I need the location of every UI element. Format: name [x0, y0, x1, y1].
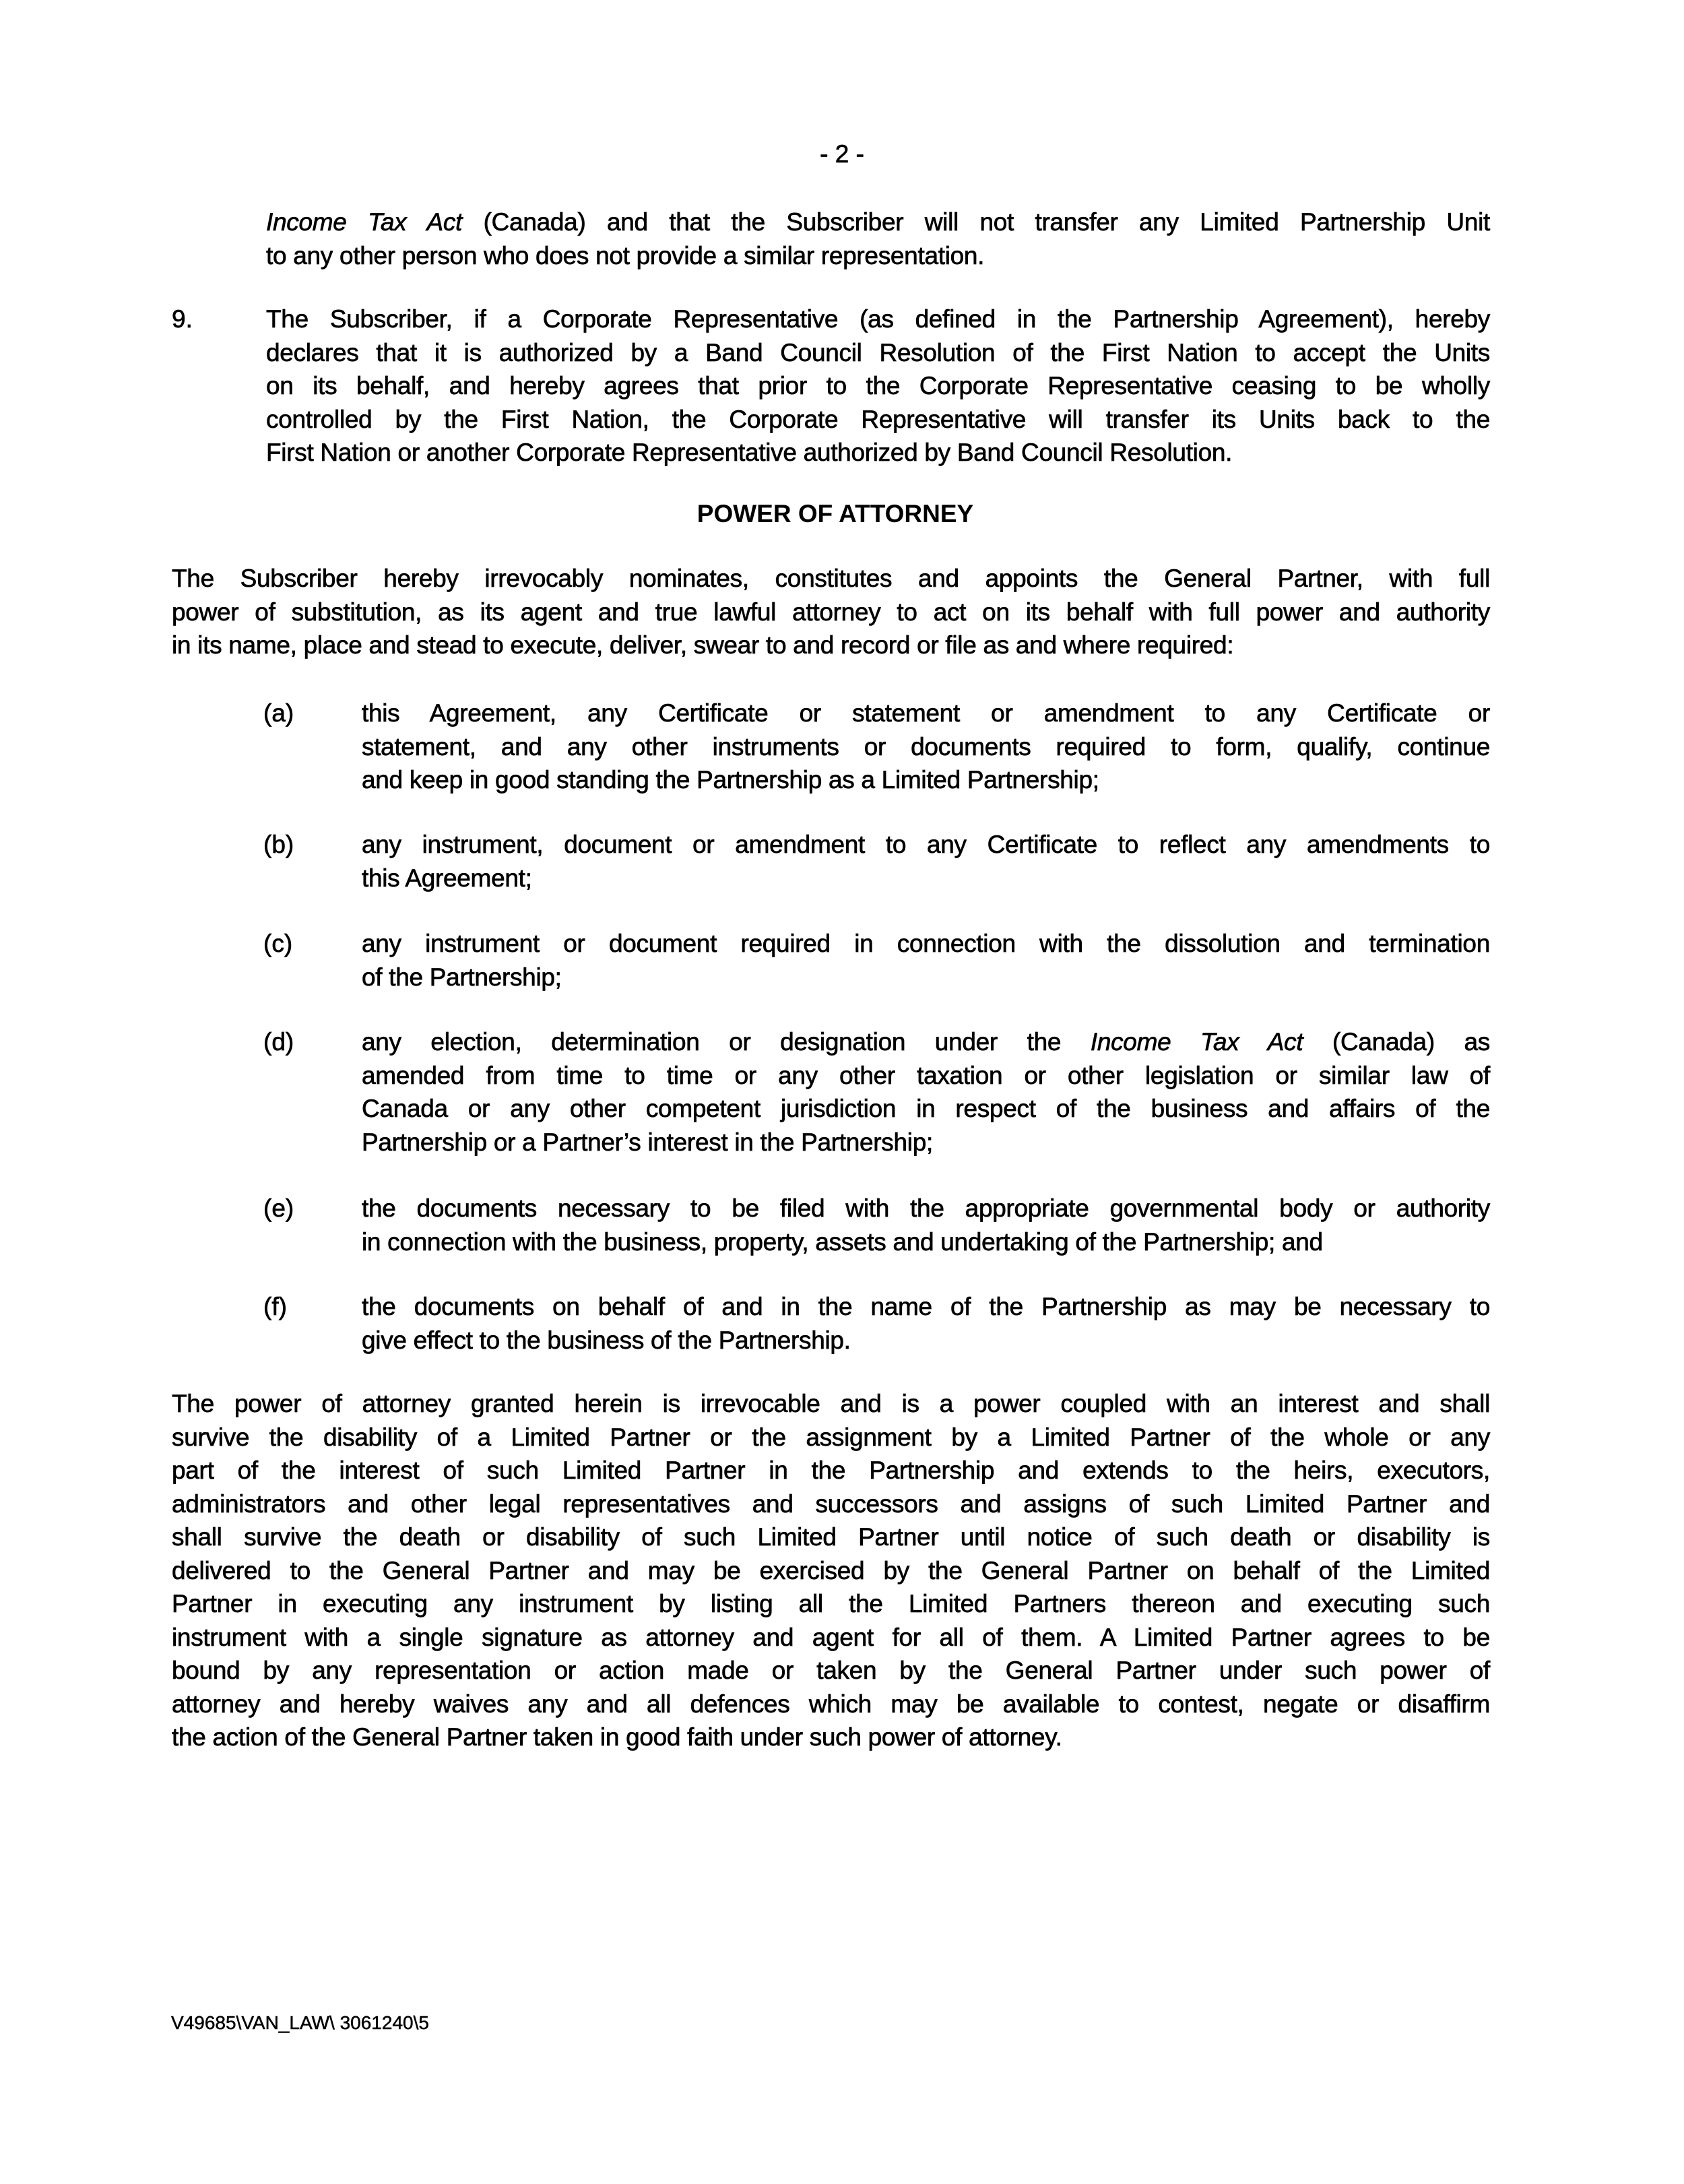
text-segment: the documents on behalf of and in the name of the Partnership as may be necessary to [362, 1293, 1490, 1320]
paragraph-9 [266, 302, 1490, 470]
text-segment: in its name, place and stead to execute, deliver, swear to and record or file as and where required: [172, 631, 1234, 659]
text-line [266, 302, 1490, 336]
text-segment: administrators and other legal representatives and successors and assigns of such Limited Partner and [172, 1489, 1490, 1518]
section-heading: POWER OF ATTORNEY [697, 500, 974, 527]
text-line [172, 1688, 1490, 1721]
text-line [266, 336, 1490, 370]
text-line [172, 1487, 1490, 1521]
text-line [172, 1621, 1490, 1655]
text-segment: First Nation or another Corporate Representative authorized by Band Council Resolution. [266, 439, 1233, 466]
document-reference-footer: V49685\VAN_LAW\ 3061240\5 [171, 2012, 429, 2033]
item-c-label: (c) [263, 930, 293, 957]
text-line [172, 1454, 1490, 1487]
text-segment: (Canada) as [1303, 1028, 1490, 1056]
item-f-label: (f) [263, 1293, 287, 1320]
text-segment: shall survive the death or disability of such Limited Partner until notice of such death or disability is [172, 1523, 1490, 1551]
item-f [362, 1290, 1490, 1357]
text-segment: controlled by the First Nation, the Corporate Representative will transfer its Units back to the [266, 405, 1490, 433]
text-segment: and keep in good standing the Partnership as a Limited Partnership; [362, 766, 1099, 794]
item-e [362, 1192, 1490, 1258]
paragraph-9-number: 9. [172, 305, 193, 333]
text-line [172, 1721, 1490, 1754]
item-d-label: (d) [263, 1028, 294, 1056]
text-segment: this Agreement; [362, 864, 532, 892]
text-segment: The Subscriber, if a Corporate Representative (as defined in the Partnership Agreement), hereby [266, 305, 1490, 333]
text-segment: of the Partnership; [362, 963, 562, 991]
text-segment: part of the interest of such Limited Partner in the Partnership and extends to the heirs, executors, [172, 1456, 1490, 1484]
item-a [362, 697, 1490, 797]
text-line [266, 239, 1490, 273]
text-segment: attorney and hereby waives any and all defences which may be available to contest, negate or disaffirm [172, 1690, 1490, 1718]
text-line [172, 596, 1490, 629]
text-line [266, 403, 1490, 437]
text-line [362, 1059, 1490, 1093]
text-segment: give effect to the business of the Partnership. [362, 1326, 851, 1354]
text-segment: The Subscriber hereby irrevocably nominates, constitutes and appoints the General Partner, with full [172, 565, 1490, 592]
text-line [172, 1520, 1490, 1554]
italic-citation: Income Tax Act [1090, 1028, 1303, 1056]
text-line [266, 369, 1490, 403]
text-line [362, 763, 1490, 797]
paragraph-8-continuation [266, 205, 1490, 272]
item-d [362, 1025, 1490, 1159]
text-line [172, 562, 1490, 596]
text-line [266, 436, 1490, 470]
text-segment: The power of attorney granted herein is irrevocable and is a power coupled with an interest and shall [172, 1390, 1490, 1417]
text-segment: amended from time to time or any other taxation or other legislation or similar law of [362, 1061, 1490, 1089]
text-line [362, 1324, 1490, 1357]
page-number: - 2 - [820, 140, 864, 168]
text-segment: any instrument or document required in connection with the dissolution and termination [362, 930, 1490, 957]
text-segment: any election, determination or designation under the [362, 1028, 1091, 1056]
text-segment: Partnership or a Partner’s interest in the Partnership; [362, 1128, 933, 1156]
item-b-label: (b) [263, 831, 294, 858]
text-segment: in connection with the business, property, assets and undertaking of the Partnership; and [362, 1227, 1323, 1256]
text-line [362, 862, 1490, 895]
text-segment: delivered to the General Partner and may be exercised by the General Partner on behalf of the Limited [172, 1556, 1490, 1584]
text-line [362, 1192, 1490, 1225]
text-line [362, 927, 1490, 961]
text-segment: declares that it is authorized by a Band Council Resolution of the First Nation to accept the Units [266, 338, 1490, 366]
text-segment: instrument with a single signature as attorney and agent for all of them. A Limited Partner agrees to be [172, 1623, 1490, 1651]
closing-paragraph [172, 1387, 1490, 1754]
italic-citation: Income Tax Act [266, 208, 463, 236]
text-segment: Canada or any other competent jurisdiction in respect of the business and affairs of the [362, 1095, 1490, 1122]
text-segment: on its behalf, and hereby agrees that prior to the Corporate Representative ceasing to be wholly [266, 372, 1490, 399]
item-b [362, 828, 1490, 895]
text-line [172, 1654, 1490, 1688]
text-segment: the documents necessary to be filed with the appropriate governmental body or authority [362, 1194, 1490, 1222]
text-line [362, 697, 1490, 730]
text-line [362, 1126, 1490, 1159]
text-line [362, 1290, 1490, 1324]
text-segment: power of substitution, as its agent and true lawful attorney to act on its behalf with full power and authority [172, 598, 1490, 626]
text-segment: bound by any representation or action made or taken by the General Partner under such power of [172, 1657, 1490, 1684]
text-line [362, 1225, 1490, 1259]
text-segment: survive the disability of a Limited Partner or the assignment by a Limited Partner of the whole or any [172, 1423, 1490, 1451]
power-of-attorney-intro [172, 562, 1490, 662]
text-segment: this Agreement, any Certificate or statement or amendment to any Certificate or [362, 699, 1490, 727]
text-line [172, 1554, 1490, 1588]
text-line [266, 205, 1490, 239]
text-segment: to any other person who does not provide a similar representation. [266, 241, 985, 269]
text-segment: (Canada) and that the Subscriber will not transfer any Limited Partnership Unit [462, 208, 1490, 236]
text-line [362, 730, 1490, 764]
item-a-label: (a) [263, 699, 294, 727]
text-segment: Partner in executing any instrument by listing all the Limited Partners thereon and executing such [172, 1590, 1490, 1617]
item-c [362, 927, 1490, 994]
text-line [362, 828, 1490, 862]
text-segment: any instrument, document or amendment to any Certificate to reflect any amendments to [362, 831, 1490, 858]
text-line [172, 629, 1490, 662]
item-e-label: (e) [263, 1194, 294, 1222]
text-line [172, 1587, 1490, 1621]
text-line [362, 961, 1490, 994]
text-line [172, 1421, 1490, 1454]
text-segment: the action of the General Partner taken in good faith under such power of attorney. [172, 1723, 1062, 1751]
text-segment: statement, and any other instruments or documents required to form, qualify, continue [362, 732, 1490, 761]
text-line [172, 1387, 1490, 1421]
text-line [362, 1025, 1490, 1059]
text-line [362, 1092, 1490, 1126]
